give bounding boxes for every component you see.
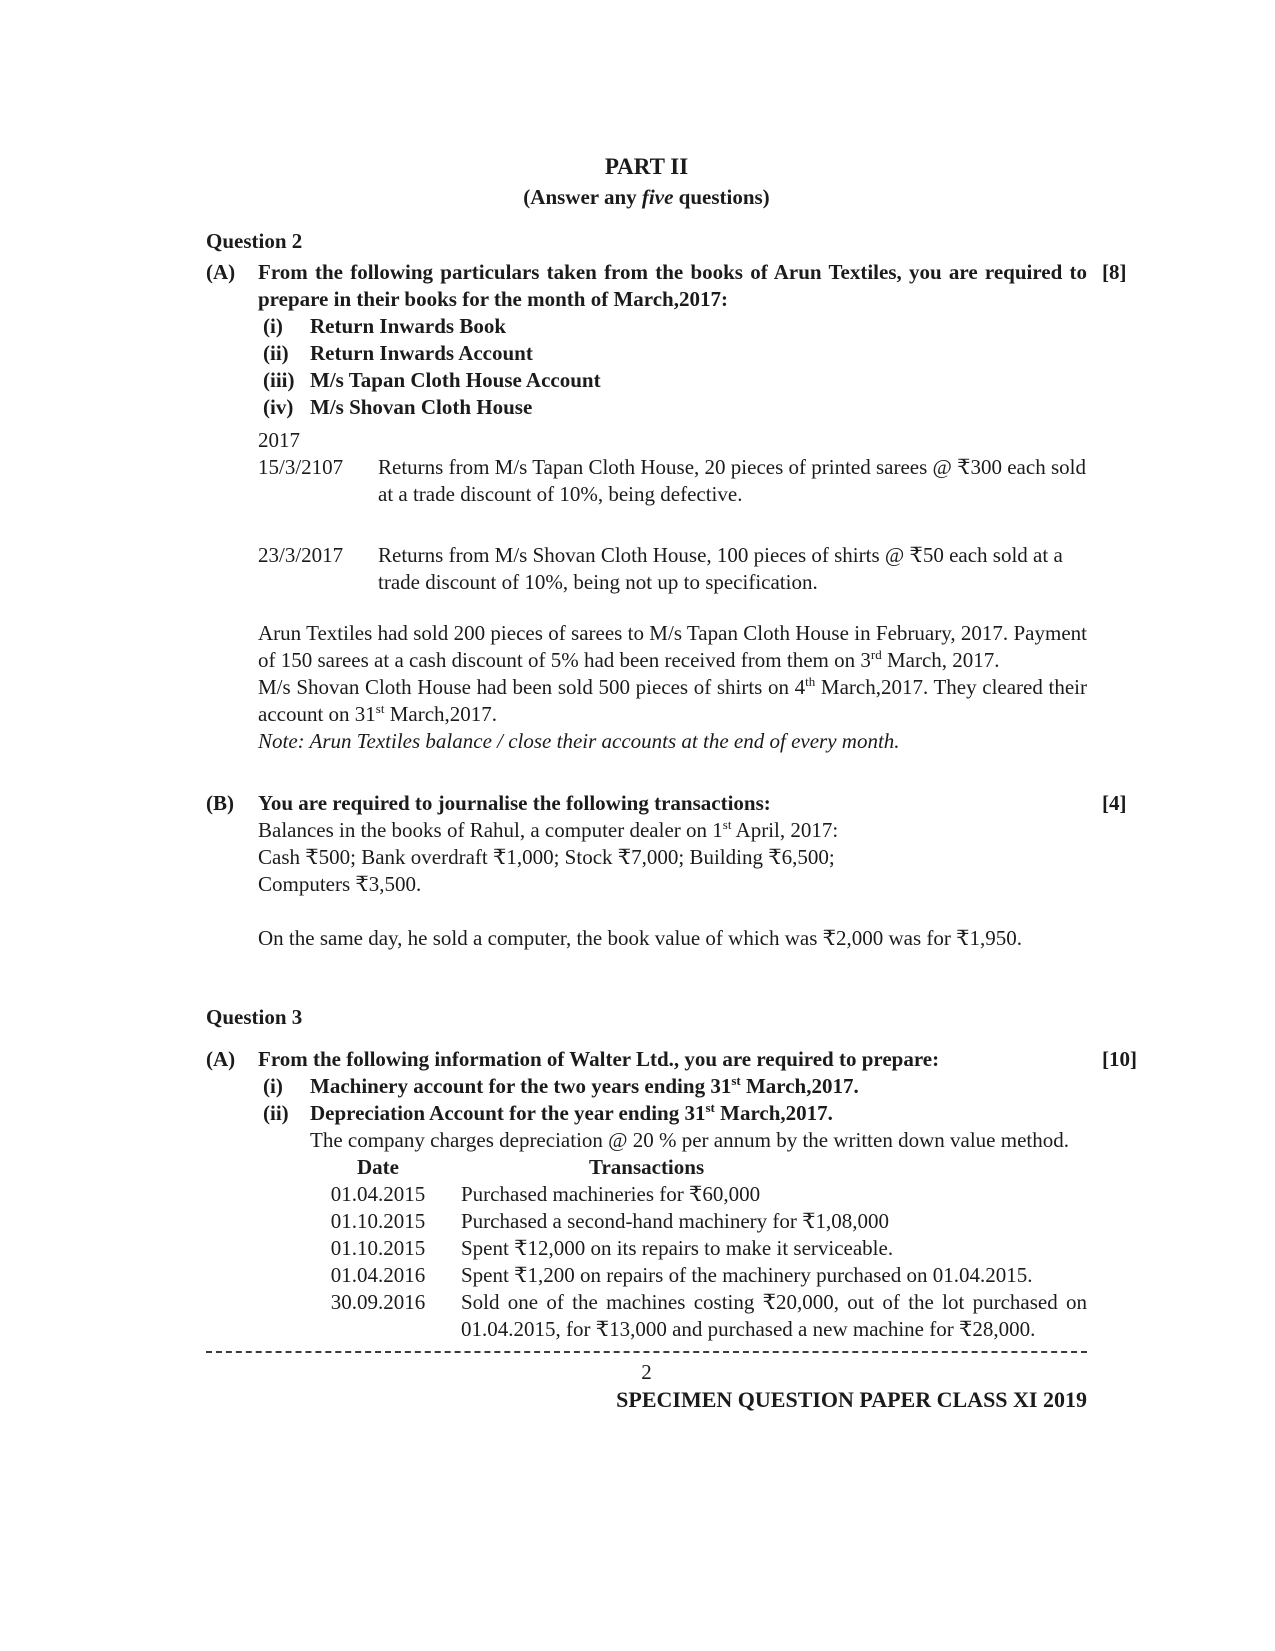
list-item-number: (iii) (263, 368, 295, 392)
list-item (258, 367, 1087, 394)
list-item-number: (ii) (263, 1101, 289, 1125)
entry-date: 15/3/2107 (258, 455, 344, 479)
list-item-label: Return Inwards Account (310, 341, 533, 365)
page-content (206, 0, 1137, 1413)
question-2b-label: (B) (206, 791, 234, 815)
question-2b-heading: You are required to journalise the following transactions: (258, 791, 771, 815)
table-row (323, 1181, 1087, 1208)
list-item (258, 394, 1087, 421)
table-header-row (323, 1154, 1087, 1181)
question-2a-intro: From the following particulars taken from the books of Arun Textiles, you are required to prepare in their books for the month of March,2017: (258, 260, 1087, 311)
table-row (323, 1289, 1087, 1343)
list-item (258, 1100, 1087, 1127)
balances-line: Balances in the books of Rahul, a computer dealer on 1st April, 2017: (258, 817, 839, 842)
paragraph-arun-textiles: Arun Textiles had sold 200 pieces of sarees to M/s Tapan Cloth House in February, 2017. Payment of 150 sarees at a cash discount of 5% had been received from them on 3rd March, 2017. (258, 621, 1087, 672)
transaction-entry (258, 542, 1087, 596)
table-cell-transaction: Sold one of the machines costing ₹20,000, out of the lot purchased on 01.04.2015, for ₹13,000 and purchased a new machine for ₹28,000. (461, 1290, 1087, 1341)
list-item-label: Return Inwards Book (310, 314, 507, 338)
year-label: 2017 (258, 428, 300, 452)
table-cell-transaction: Purchased machineries for ₹60,000 (461, 1182, 761, 1206)
question-2a-marks-badge: [8] (1102, 260, 1127, 284)
question-3a-marks-badge: [10] (1102, 1047, 1137, 1071)
list-item-number: (i) (263, 1074, 283, 1098)
separator-line (206, 1351, 1087, 1353)
part-title: PART II (604, 154, 689, 179)
table-row (323, 1208, 1087, 1235)
entry-text: Returns from M/s Shovan Cloth House, 100 pieces of shirts @ ₹50 each sold at a trade discount of 10%, being not up to specification. (378, 543, 1063, 594)
list-item (258, 340, 1087, 367)
list-item-label: Machinery account for the two years ending 31st March,2017. (310, 1073, 859, 1098)
balances-line: Cash ₹500; Bank overdraft ₹1,000; Stock ₹7,000; Building ₹6,500; (258, 845, 835, 869)
list-item-number: (ii) (263, 341, 289, 365)
table-cell-date: 30.09.2016 (330, 1290, 426, 1314)
question-2b-row (206, 790, 1127, 817)
question-2b-body (258, 817, 1087, 952)
question-3a-intro: From the following information of Walter Ltd., you are required to prepare: (258, 1047, 940, 1071)
list-item (258, 1073, 1087, 1100)
question-2a-label: (A) (206, 260, 236, 284)
table-cell-transaction: Spent ₹12,000 on its repairs to make it serviceable. (461, 1236, 894, 1260)
transaction-entry (258, 454, 1087, 508)
paragraph-same-day: On the same day, he sold a computer, the book value of which was ₹2,000 was for ₹1,950. (258, 926, 1023, 950)
question-2a-row (206, 259, 1127, 313)
question-2-title: Question 2 (206, 229, 303, 253)
table-cell-transaction: Purchased a second-hand machinery for ₹1,08,000 (461, 1209, 889, 1233)
table-cell-date: 01.04.2016 (330, 1263, 426, 1287)
list-item-label: M/s Tapan Cloth House Account (310, 368, 601, 392)
entry-text: Returns from M/s Tapan Cloth House, 20 pieces of printed sarees @ ₹300 each sold at a trade discount of 10%, being defective. (378, 455, 1086, 506)
note-line: Note: Arun Textiles balance / close their accounts at the end of every month. (258, 729, 900, 753)
page-number: 2 (641, 1360, 652, 1384)
table-row (323, 1262, 1087, 1289)
transactions-column-header: Transactions (589, 1155, 705, 1179)
transactions-table (323, 1154, 1087, 1343)
question-2a-body (258, 313, 1087, 755)
table-cell-date: 01.10.2015 (330, 1236, 426, 1260)
entry-date: 23/3/2017 (258, 543, 344, 567)
list-item-label: M/s Shovan Cloth House (310, 395, 533, 419)
question-2b-marks-badge: [4] (1102, 791, 1127, 815)
balances-line: Computers ₹3,500. (258, 872, 422, 896)
table-cell-date: 01.10.2015 (330, 1209, 426, 1233)
question-3a-label: (A) (206, 1047, 236, 1071)
paragraph-shovan-cloth-house: M/s Shovan Cloth House had been sold 500 pieces of shirts on 4th March,2017. They cleared their account on 31st March,2017. (258, 674, 1087, 726)
list-item (258, 313, 1087, 340)
list-item-number: (iv) (263, 395, 294, 419)
list-item-label: Depreciation Account for the year ending 31st March,2017. (310, 1100, 833, 1125)
table-cell-transaction: Spent ₹1,200 on repairs of the machinery purchased on 01.04.2015. (461, 1263, 1033, 1287)
list-item-number: (i) (263, 314, 283, 338)
paper-title: SPECIMEN QUESTION PAPER CLASS XI 2019 (616, 1387, 1087, 1412)
date-column-header: Date (357, 1155, 399, 1179)
method-paragraph: The company charges depreciation @ 20 % per annum by the written down value method. (310, 1128, 1069, 1152)
question-3-title: Question 3 (206, 1005, 303, 1029)
part-subtitle: (Answer any five questions) (523, 185, 770, 209)
table-cell-date: 01.04.2015 (330, 1182, 426, 1206)
question-3a-body (258, 1073, 1087, 1343)
table-row (323, 1235, 1087, 1262)
question-3a-row (206, 1046, 1137, 1073)
